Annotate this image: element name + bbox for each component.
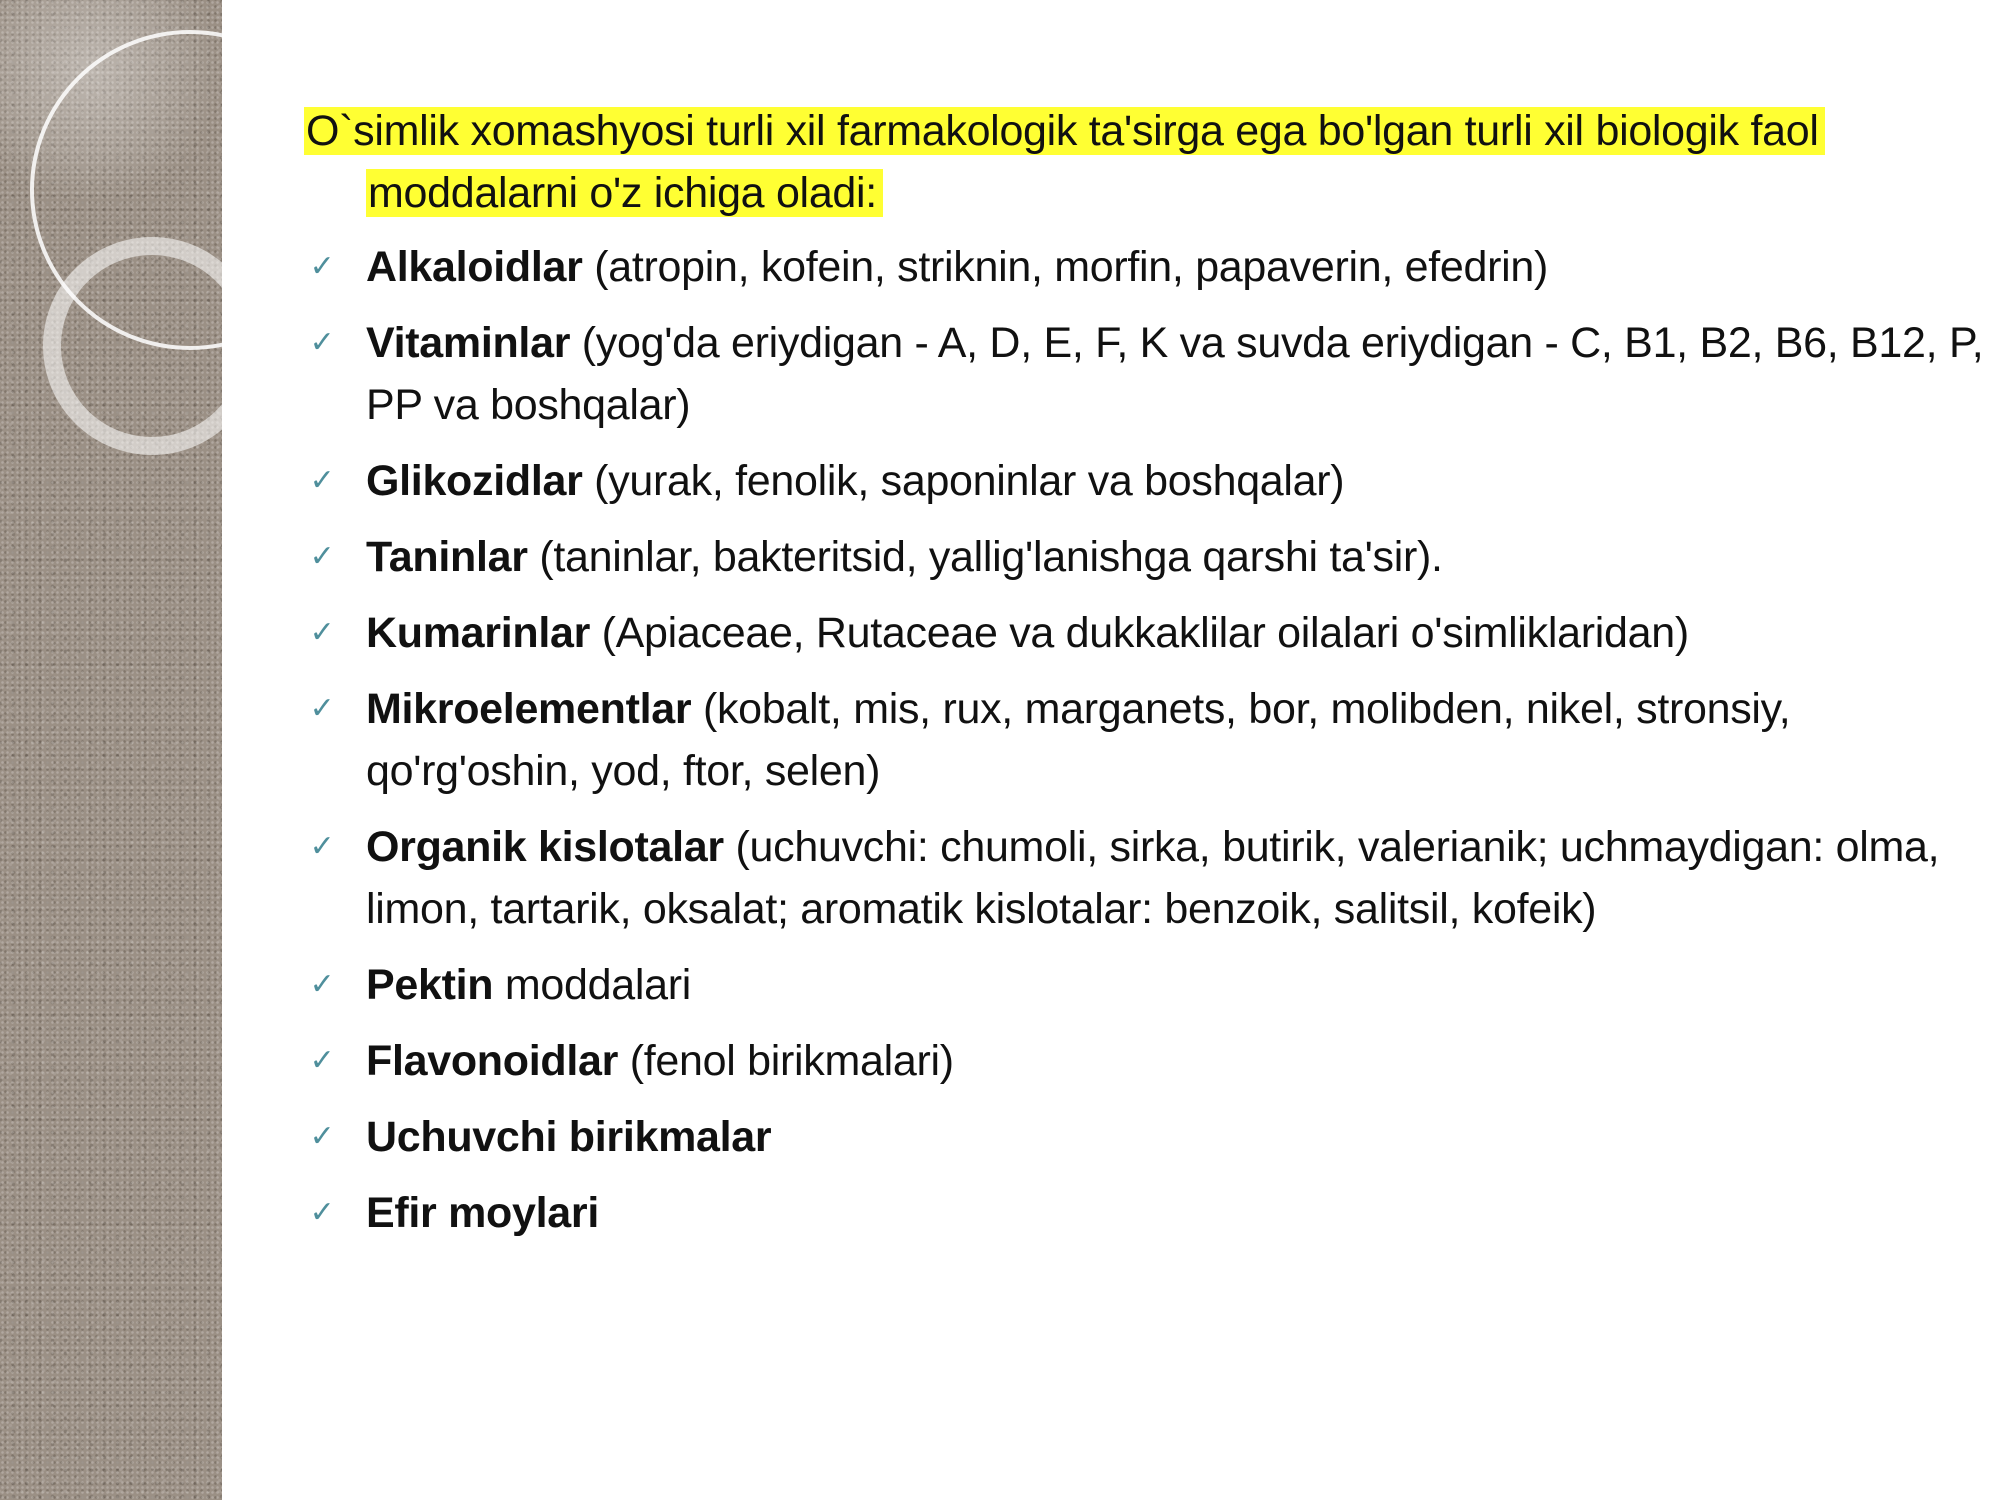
item-term: Uchuvchi birikmalar: [366, 1113, 772, 1161]
item-term: Glikozidlar: [366, 457, 583, 505]
item-term: Organik kislotalar: [366, 823, 724, 871]
list-item: [304, 450, 1984, 512]
item-description: moddalari: [493, 961, 692, 1009]
check-icon: ✓: [309, 1195, 335, 1230]
item-description: (yog'da eriydigan - A, D, E, F, K va suvda eriydigan - C, B1, B2, B6, B12, P, PP va boshqalar): [366, 319, 1984, 429]
check-icon: ✓: [309, 615, 335, 650]
list-item: [304, 816, 1984, 940]
item-term: Alkaloidlar: [366, 243, 583, 291]
intro-paragraph: [304, 100, 1984, 224]
item-term: Pektin: [366, 961, 494, 1009]
slide-content: [304, 100, 1984, 1258]
list-item: [304, 236, 1984, 298]
item-description: (taninlar, bakteritsid, yallig'lanishga qarshi ta'sir).: [527, 533, 1443, 581]
check-icon: ✓: [309, 539, 335, 574]
list-item: [304, 954, 1984, 1016]
decorative-rings: [0, 0, 222, 1500]
item-description: (yurak, fenolik, saponinlar va boshqalar): [582, 457, 1345, 505]
item-term: Kumarinlar: [366, 609, 591, 657]
check-icon: ✓: [309, 967, 335, 1002]
item-term: Flavonoidlar: [366, 1037, 619, 1085]
decorative-side-panel: [0, 0, 222, 1500]
item-term: Vitaminlar: [366, 319, 571, 367]
check-icon: ✓: [309, 325, 335, 360]
item-term: Taninlar: [366, 533, 528, 581]
check-icon: ✓: [309, 691, 335, 726]
item-description: (uchuvchi: chumoli, sirka, butirik, valerianik; uchmaydigan: olma, limon, tartarik, oksalat; aromatik kislotalar: benzoik, salitsil, kofeik): [366, 823, 1940, 933]
check-icon: ✓: [309, 249, 335, 284]
list-item: [304, 602, 1984, 664]
list-item: [304, 678, 1984, 802]
list-item: [304, 312, 1984, 436]
item-description: (atropin, kofein, striknin, morfin, papaverin, efedrin): [582, 243, 1549, 291]
item-description: (kobalt, mis, rux, marganets, bor, molibden, nikel, stronsiy, qo'rg'oshin, yod, ftor, selen): [366, 685, 1791, 795]
check-icon: ✓: [309, 1043, 335, 1078]
item-term: Mikroelementlar: [366, 685, 692, 733]
item-description: (Apiaceae, Rutaceae va dukkaklilar oilalari o'simliklaridan): [590, 609, 1689, 657]
substance-list: [304, 236, 1984, 1244]
item-description: (fenol birikmalari): [618, 1037, 954, 1085]
check-icon: ✓: [309, 463, 335, 498]
list-item: [304, 1182, 1984, 1244]
check-icon: ✓: [309, 1119, 335, 1154]
list-item: [304, 1030, 1984, 1092]
list-item: [304, 1106, 1984, 1168]
item-term: Efir moylari: [366, 1189, 599, 1237]
intro-highlight: O`simlik xomashyosi turli xil farmakologik ta'sirga ega bo'lgan turli xil biologik faol moddalarni o'z ichiga oladi:: [304, 107, 1825, 217]
list-item: [304, 526, 1984, 588]
check-icon: ✓: [309, 829, 335, 864]
